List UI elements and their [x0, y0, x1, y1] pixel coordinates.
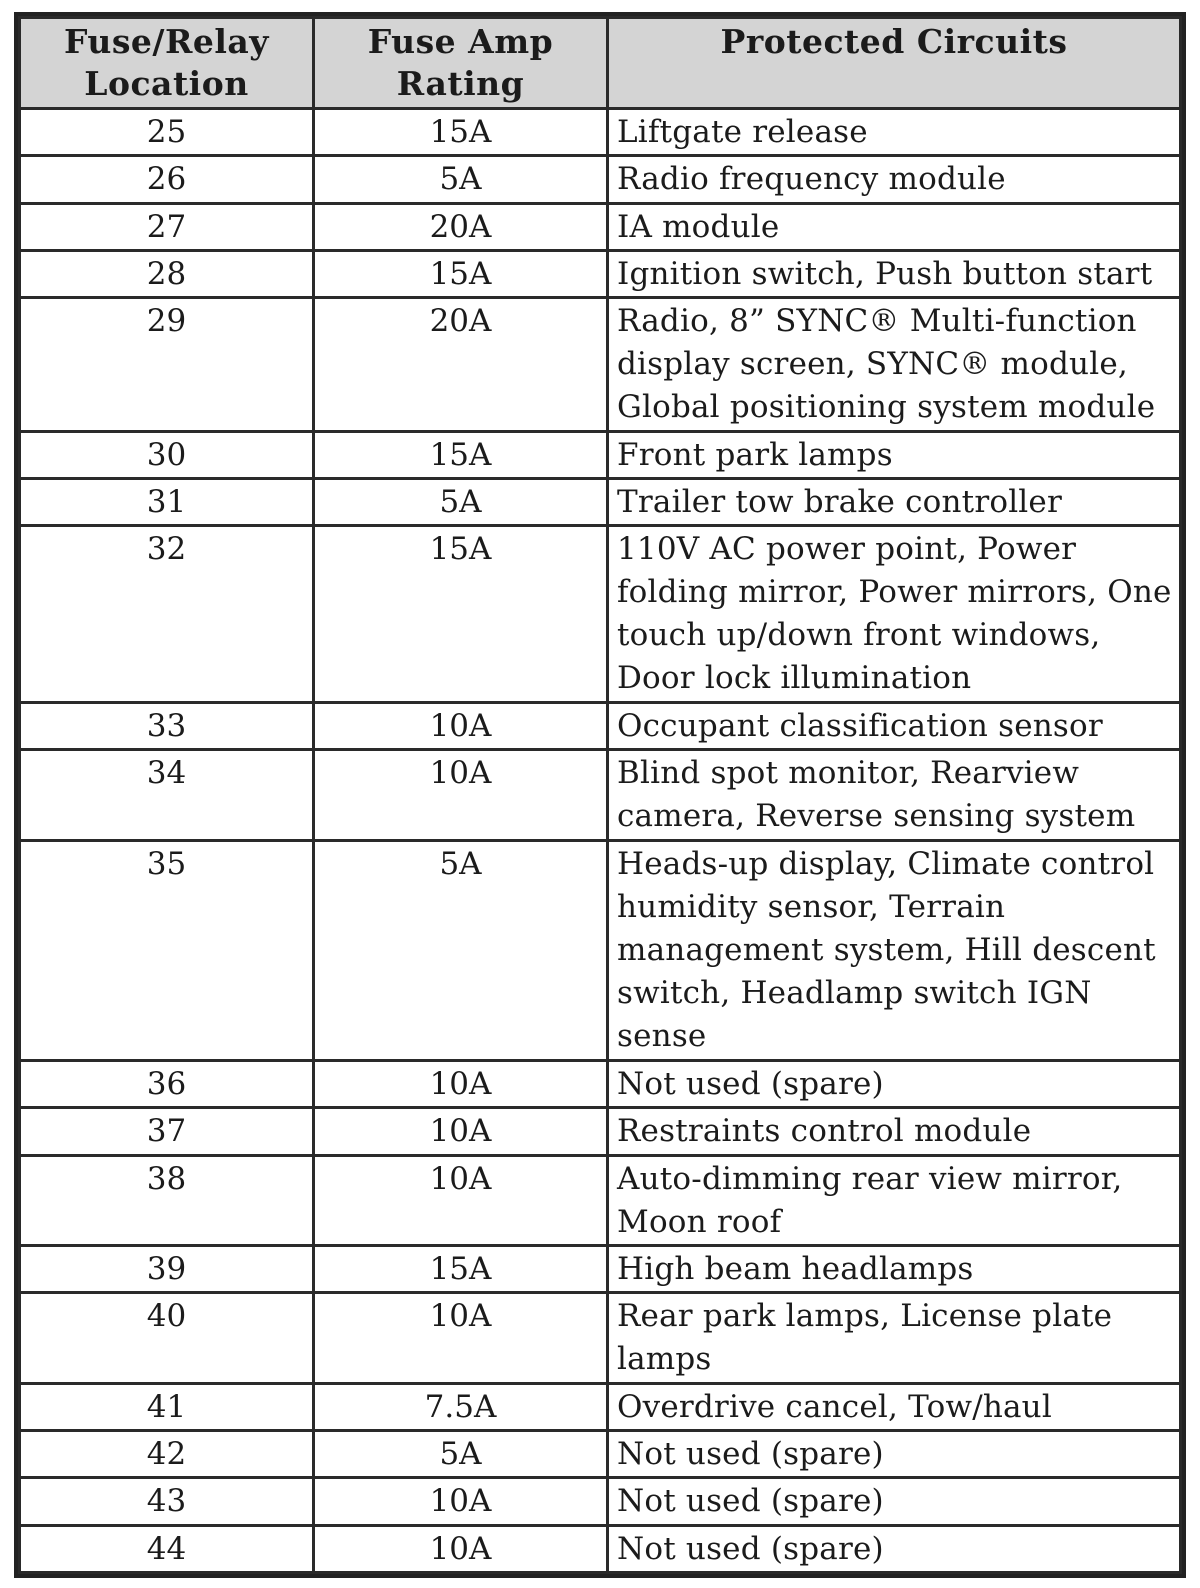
- table-row: [20, 203, 1181, 250]
- table-row: [20, 1478, 1181, 1525]
- cell-location: 27: [20, 203, 314, 250]
- cell-protected-circuits: Restraints control module: [608, 1108, 1181, 1155]
- cell-protected-circuits: Rear park lamps, License plate lamps: [608, 1293, 1181, 1383]
- cell-amp-rating: 15A: [314, 109, 608, 156]
- cell-amp-rating: 20A: [314, 203, 608, 250]
- cell-amp-rating: 10A: [314, 1061, 608, 1108]
- table-row: [20, 1293, 1181, 1383]
- fuse-table-page: [14, 12, 1186, 1578]
- cell-protected-circuits: Front park lamps: [608, 431, 1181, 478]
- cell-location: 36: [20, 1061, 314, 1108]
- table-header: [20, 18, 1181, 109]
- cell-location: 33: [20, 703, 314, 750]
- cell-amp-rating: 15A: [314, 431, 608, 478]
- header-amp-line2: Rating: [396, 64, 525, 103]
- cell-amp-rating: 10A: [314, 1478, 608, 1525]
- header-location: [20, 18, 314, 109]
- cell-amp-rating: 15A: [314, 1246, 608, 1293]
- table-row: [20, 478, 1181, 525]
- table-row: [20, 1061, 1181, 1108]
- cell-protected-circuits: High beam headlamps: [608, 1246, 1181, 1293]
- table-row: [20, 109, 1181, 156]
- cell-protected-circuits: Not used (spare): [608, 1478, 1181, 1525]
- cell-location: 32: [20, 526, 314, 703]
- cell-protected-circuits: 110V AC power point, Power folding mirror, Power mirrors, One touch up/down front windows, Door lock illumination: [608, 526, 1181, 703]
- cell-location: 28: [20, 250, 314, 297]
- table-row: [20, 1108, 1181, 1155]
- cell-protected-circuits: Ignition switch, Push button start: [608, 250, 1181, 297]
- cell-location: 37: [20, 1108, 314, 1155]
- cell-location: 40: [20, 1293, 314, 1383]
- table-row: [20, 156, 1181, 203]
- cell-location: 38: [20, 1155, 314, 1245]
- cell-protected-circuits: Trailer tow brake controller: [608, 478, 1181, 525]
- table-row: [20, 250, 1181, 297]
- cell-protected-circuits: Auto-dimming rear view mirror, Moon roof: [608, 1155, 1181, 1245]
- cell-protected-circuits: Occupant classification sensor: [608, 703, 1181, 750]
- cell-protected-circuits: Radio frequency module: [608, 156, 1181, 203]
- cell-protected-circuits: Liftgate release: [608, 109, 1181, 156]
- cell-protected-circuits: IA module: [608, 203, 1181, 250]
- cell-protected-circuits: Not used (spare): [608, 1525, 1181, 1572]
- cell-location: 30: [20, 431, 314, 478]
- cell-amp-rating: 5A: [314, 1431, 608, 1478]
- table-row: [20, 431, 1181, 478]
- cell-amp-rating: 10A: [314, 1155, 608, 1245]
- cell-amp-rating: 7.5A: [314, 1383, 608, 1430]
- cell-amp-rating: 20A: [314, 298, 608, 432]
- cell-protected-circuits: Not used (spare): [608, 1061, 1181, 1108]
- header-amp-rating: [314, 18, 608, 109]
- cell-protected-circuits: Overdrive cancel, Tow/haul: [608, 1383, 1181, 1430]
- cell-location: 31: [20, 478, 314, 525]
- cell-location: 35: [20, 840, 314, 1060]
- header-row: [20, 18, 1181, 109]
- table-row: [20, 840, 1181, 1060]
- table-row: [20, 1155, 1181, 1245]
- cell-amp-rating: 10A: [314, 750, 608, 840]
- table-row: [20, 1431, 1181, 1478]
- cell-location: 44: [20, 1525, 314, 1572]
- cell-protected-circuits: Radio, 8” SYNC® Multi-function display screen, SYNC® module, Global positioning system module: [608, 298, 1181, 432]
- cell-amp-rating: 15A: [314, 250, 608, 297]
- cell-amp-rating: 10A: [314, 1108, 608, 1155]
- cell-amp-rating: 10A: [314, 703, 608, 750]
- header-location-line1: Fuse/Relay: [64, 22, 269, 61]
- cell-location: 29: [20, 298, 314, 432]
- cell-amp-rating: 5A: [314, 478, 608, 525]
- cell-location: 34: [20, 750, 314, 840]
- header-amp-line1: Fuse Amp: [367, 22, 554, 61]
- cell-amp-rating: 10A: [314, 1525, 608, 1572]
- cell-protected-circuits: Blind spot monitor, Rearview camera, Reverse sensing system: [608, 750, 1181, 840]
- cell-location: 39: [20, 1246, 314, 1293]
- header-protected-circuits: [608, 18, 1181, 109]
- table-row: [20, 298, 1181, 432]
- fuse-table: [18, 16, 1182, 1574]
- table-row: [20, 1246, 1181, 1293]
- cell-location: 41: [20, 1383, 314, 1430]
- cell-amp-rating: 15A: [314, 526, 608, 703]
- cell-amp-rating: 5A: [314, 840, 608, 1060]
- table-body: [20, 109, 1181, 1573]
- cell-protected-circuits: Heads-up display, Climate control humidity sensor, Terrain management system, Hill descent switch, Headlamp switch IGN sense: [608, 840, 1181, 1060]
- cell-protected-circuits: Not used (spare): [608, 1431, 1181, 1478]
- cell-amp-rating: 5A: [314, 156, 608, 203]
- cell-location: 43: [20, 1478, 314, 1525]
- cell-location: 25: [20, 109, 314, 156]
- table-row: [20, 526, 1181, 703]
- table-row: [20, 750, 1181, 840]
- cell-amp-rating: 10A: [314, 1293, 608, 1383]
- table-row: [20, 1525, 1181, 1572]
- header-location-line2: Location: [84, 64, 249, 103]
- table-row: [20, 1383, 1181, 1430]
- table-row: [20, 703, 1181, 750]
- cell-location: 42: [20, 1431, 314, 1478]
- header-circuits-label: Protected Circuits: [720, 22, 1068, 61]
- cell-location: 26: [20, 156, 314, 203]
